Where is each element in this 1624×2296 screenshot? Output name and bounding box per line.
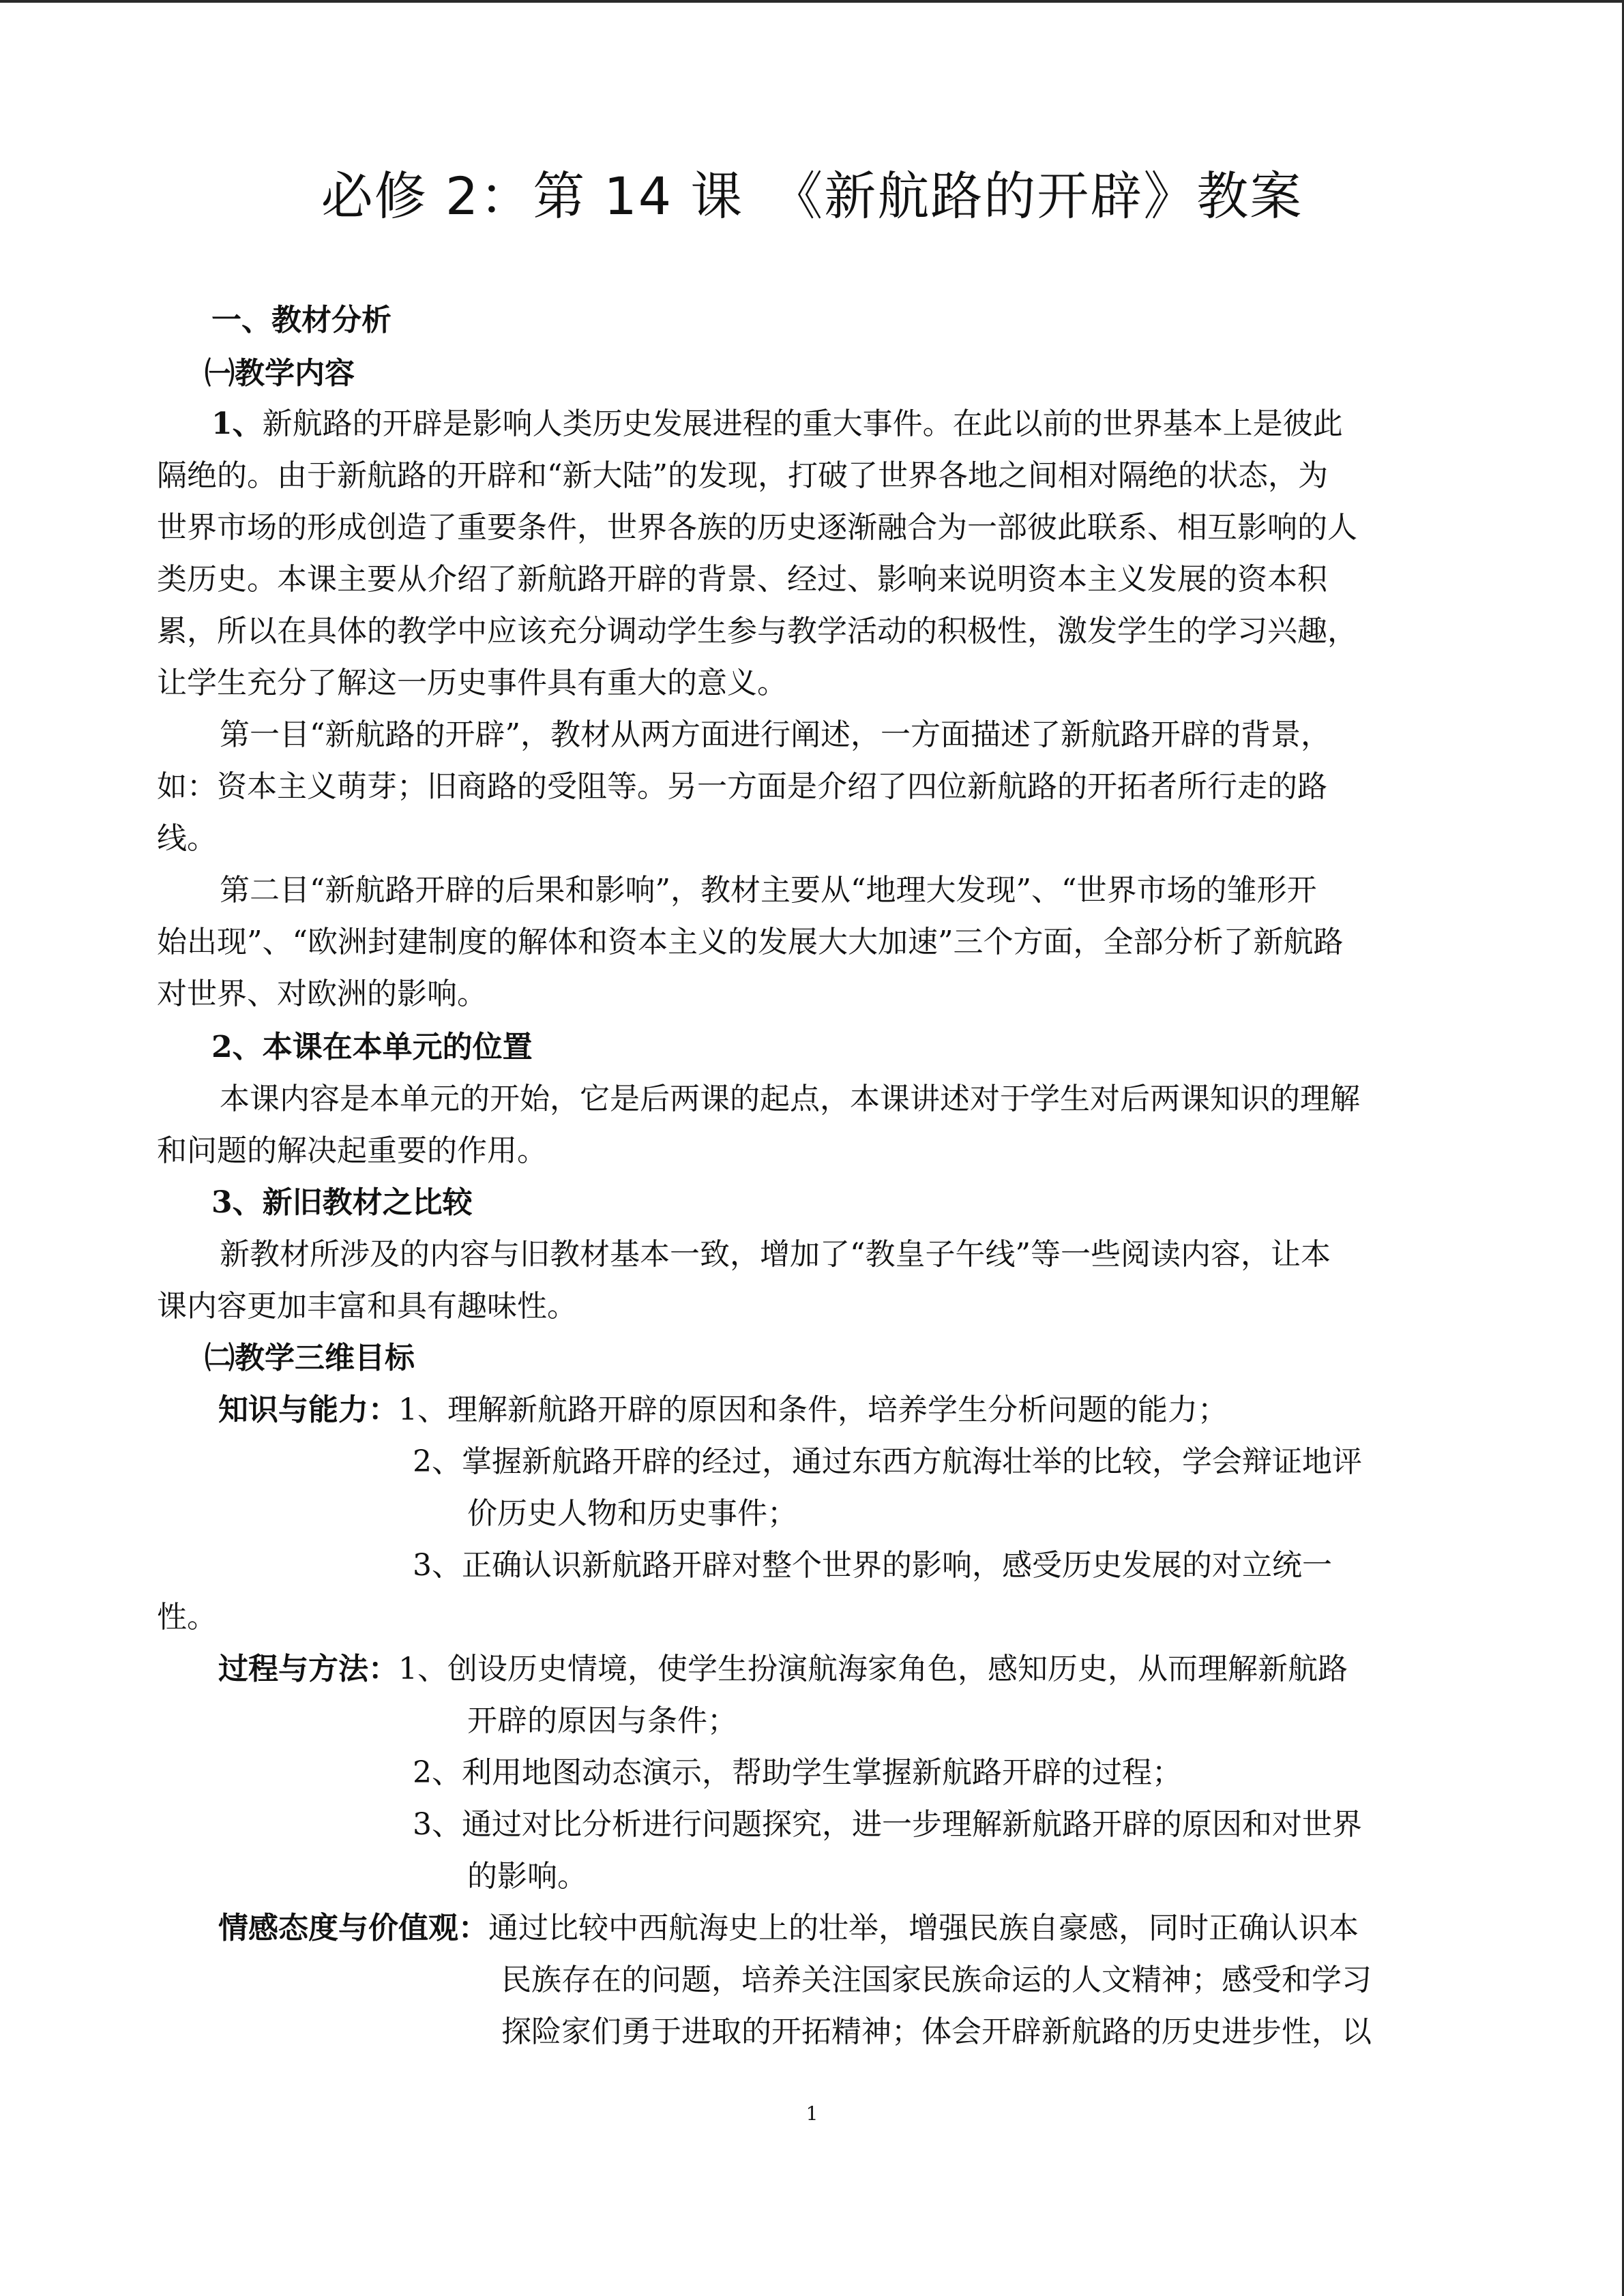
- objective-line: [413, 1442, 1362, 1482]
- section-heading-textbook-analysis: 一、教材分析: [211, 303, 392, 338]
- page-number: 1: [806, 2102, 818, 2125]
- paragraph-line: 让学生充分了解这一历史事件具有重大的意义。: [157, 666, 787, 700]
- objective-item: 正确认识新航路开辟对整个世界的影响，感受历史发展的对立统一: [462, 1548, 1332, 1583]
- objective-line: 3、通过对比分析进行问题探究，进一步理解新航路开辟的原因和对世界: [413, 1807, 1362, 1842]
- objective-item-number: 3、: [413, 1548, 462, 1583]
- objective-line: 民族存在的问题，培养关注国家民族命运的人文精神；感受和学习: [501, 1963, 1372, 1997]
- objective-item-number: 2、: [413, 1444, 462, 1479]
- paragraph-line: 类历史。本课主要从介绍了新航路开辟的背景、经过、影响来说明资本主义发展的资本积: [157, 562, 1327, 597]
- objective-line: [218, 1390, 1228, 1431]
- paragraph-line: 第二目“新航路开辟的后果和影响”，教材主要从“地理大发现”、“世界市场的雏形开: [220, 873, 1317, 908]
- item-number: 1、: [211, 406, 263, 441]
- objective-item: 通过比较中西航海史上的壮举，增强民族自豪感，同时正确认识本: [488, 1911, 1359, 1945]
- objective-line: 开辟的原因与条件；: [467, 1703, 737, 1738]
- paragraph-line: [157, 404, 1343, 445]
- objective-line: [218, 1908, 1359, 1949]
- objective-line: [218, 1649, 1348, 1690]
- paragraph-line: 世界市场的形成创造了重要条件，世界各族的历史逐渐融合为一部彼此联系、相互影响的人: [157, 510, 1357, 545]
- paragraph-line: 累，所以在具体的教学中应该充分调动学生参与教学活动的积极性，激发学生的学习兴趣，: [157, 614, 1357, 648]
- objective-line: 性。: [157, 1600, 217, 1635]
- objective-item: 1、理解新航路开辟的原因和条件，培养学生分析问题的能力；: [398, 1392, 1228, 1427]
- paragraph-line: 如：资本主义萌芽；旧商路的受阻等。另一方面是介绍了四位新航路的开拓者所行走的路: [157, 769, 1327, 804]
- paragraph-line: 线。: [157, 821, 217, 856]
- objective-label-process: 过程与方法：: [218, 1652, 398, 1686]
- subsection-heading-teaching-content: ㈠教学内容: [205, 356, 355, 391]
- paragraph-line: 隔绝的。由于新航路的开辟和“新大陆”的发现，打破了世界各地之间相对隔绝的状态，为: [157, 458, 1328, 493]
- subheading-unit-position: 2、本课在本单元的位置: [211, 1030, 533, 1064]
- objective-line: 探险家们勇于进取的开拓精神；体会开辟新航路的历史进步性，以: [501, 2014, 1372, 2049]
- paragraph-line: 和问题的解决起重要的作用。: [157, 1133, 547, 1168]
- paragraph-line: 新教材所涉及的内容与旧教材基本一致，增加了“教皇子午线”等一些阅读内容，让本: [220, 1237, 1331, 1272]
- objective-item: 1、创设历史情境，使学生扮演航海家角色，感知历史，从而理解新航路: [398, 1652, 1348, 1686]
- objective-item: 掌握新航路开辟的经过，通过东西方航海壮举的比较，学会辩证地评: [462, 1444, 1362, 1479]
- objective-line: 的影响。: [467, 1859, 587, 1894]
- objective-line: 2、利用地图动态演示，帮助学生掌握新航路开辟的过程；: [413, 1755, 1182, 1790]
- paragraph-line: 第一目“新航路的开辟”，教材从两方面进行阐述，一方面描述了新航路开辟的背景，: [220, 717, 1331, 752]
- subsection-heading-teaching-objectives: ㈡教学三维目标: [205, 1341, 415, 1375]
- paragraph-line: 对世界、对欧洲的影响。: [157, 976, 487, 1011]
- subheading-textbook-comparison: 3、新旧教材之比较: [211, 1185, 473, 1220]
- paragraph-line: 本课内容是本单元的开始，它是后两课的起点，本课讲述对于学生对后两课知识的理解: [220, 1082, 1360, 1116]
- paragraph-line: 始出现”、“欧洲封建制度的解体和资本主义的发展大大加速”三个方面，全部分析了新航路: [157, 925, 1344, 959]
- objective-label-emotion: 情感态度与价值观：: [218, 1911, 488, 1945]
- page-title: 必修 2：第 14 课 《新航路的开辟》教案: [321, 166, 1303, 226]
- objective-line: 价历史人物和历史事件；: [467, 1496, 797, 1531]
- objective-line: [413, 1545, 1332, 1586]
- paragraph-line: 课内容更加丰富和具有趣味性。: [157, 1289, 577, 1324]
- objective-label-knowledge: 知识与能力：: [218, 1392, 398, 1427]
- paragraph-text: 新航路的开辟是影响人类历史发展进程的重大事件。在此以前的世界基本上是彼此: [262, 406, 1343, 441]
